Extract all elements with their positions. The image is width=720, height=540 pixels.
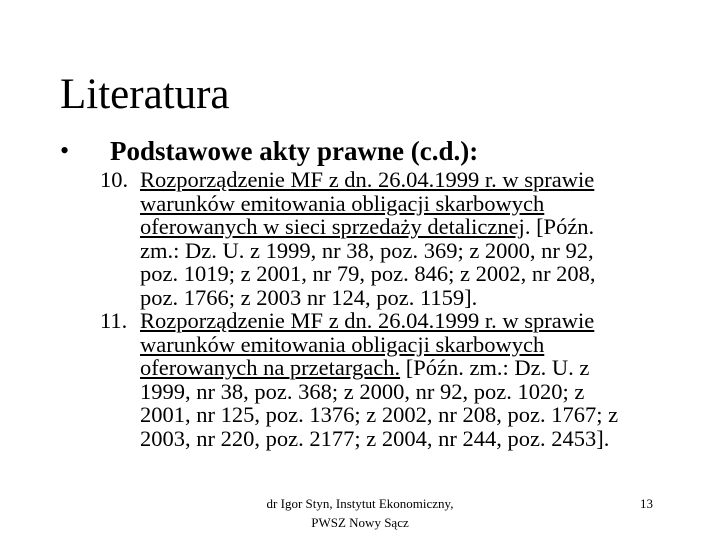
footer-line-1: dr Igor Styn, Instytut Ekonomiczny,	[266, 496, 454, 511]
footer-line-2: PWSZ Nowy Sącz	[311, 515, 409, 530]
list-item-line	[140, 168, 640, 192]
citation-text: [Późn. zm.: Dz. U. z	[400, 355, 590, 380]
list-item-text	[140, 309, 640, 450]
list-item-line	[140, 192, 640, 216]
bullet-heading: Podstawowe akty prawne (c.d.):	[110, 136, 479, 166]
regulation-title: Rozporządzenie MF z dn. 26.04.1999 r. w sprawie	[140, 308, 595, 333]
list-item-line	[140, 309, 640, 333]
list-item-line	[140, 380, 640, 404]
regulation-title: oferowanych w sieci sprzedaży detalicznej	[140, 214, 525, 239]
page-number: 13	[640, 496, 653, 511]
list-item	[100, 168, 640, 309]
citation-text: 1999, nr 38, poz. 368; z 2000, nr 92, poz. 1020; z	[140, 378, 585, 404]
list-item-line	[140, 215, 640, 239]
list-item-line	[140, 356, 640, 380]
footer-author	[215, 494, 505, 532]
list-item-text	[140, 168, 640, 309]
list-item-line	[140, 262, 640, 286]
list-item-line	[140, 239, 640, 263]
citation-text: . [Późn.	[524, 214, 595, 239]
list-item-line	[140, 427, 640, 451]
regulation-title: warunków emitowania obligacji skarbowych	[140, 190, 545, 216]
citation-text: 2003, nr 220, poz. 2177; z 2004, nr 244, poz. 2453].	[140, 425, 610, 451]
regulation-title: Rozporządzenie MF z dn. 26.04.1999 r. w sprawie	[140, 167, 595, 192]
list-item-number: 10.	[100, 167, 129, 192]
list-item-line	[140, 333, 640, 357]
regulation-title: oferowanych na przetargach.	[140, 355, 401, 380]
slide-title: Literatura	[60, 71, 230, 118]
list-item-line	[140, 403, 640, 427]
citation-text: poz. 1019; z 2001, nr 79, poz. 846; z 2002, nr 208,	[140, 261, 596, 286]
citation-text: 2001, nr 125, poz. 1376; z 2002, nr 208, poz. 1767; z	[140, 402, 619, 427]
numbered-list	[100, 168, 640, 450]
citation-text: poz. 1766; z 2003 nr 124, poz. 1159].	[140, 284, 478, 310]
list-item-number: 11.	[100, 308, 128, 333]
list-item	[100, 309, 640, 450]
citation-text: zm.: Dz. U. z 1999, nr 38, poz. 369; z 2000, nr 92,	[140, 237, 594, 263]
list-item-line	[140, 286, 640, 310]
bullet-icon: •	[60, 136, 70, 165]
regulation-title: warunków emitowania obligacji skarbowych	[140, 331, 545, 357]
